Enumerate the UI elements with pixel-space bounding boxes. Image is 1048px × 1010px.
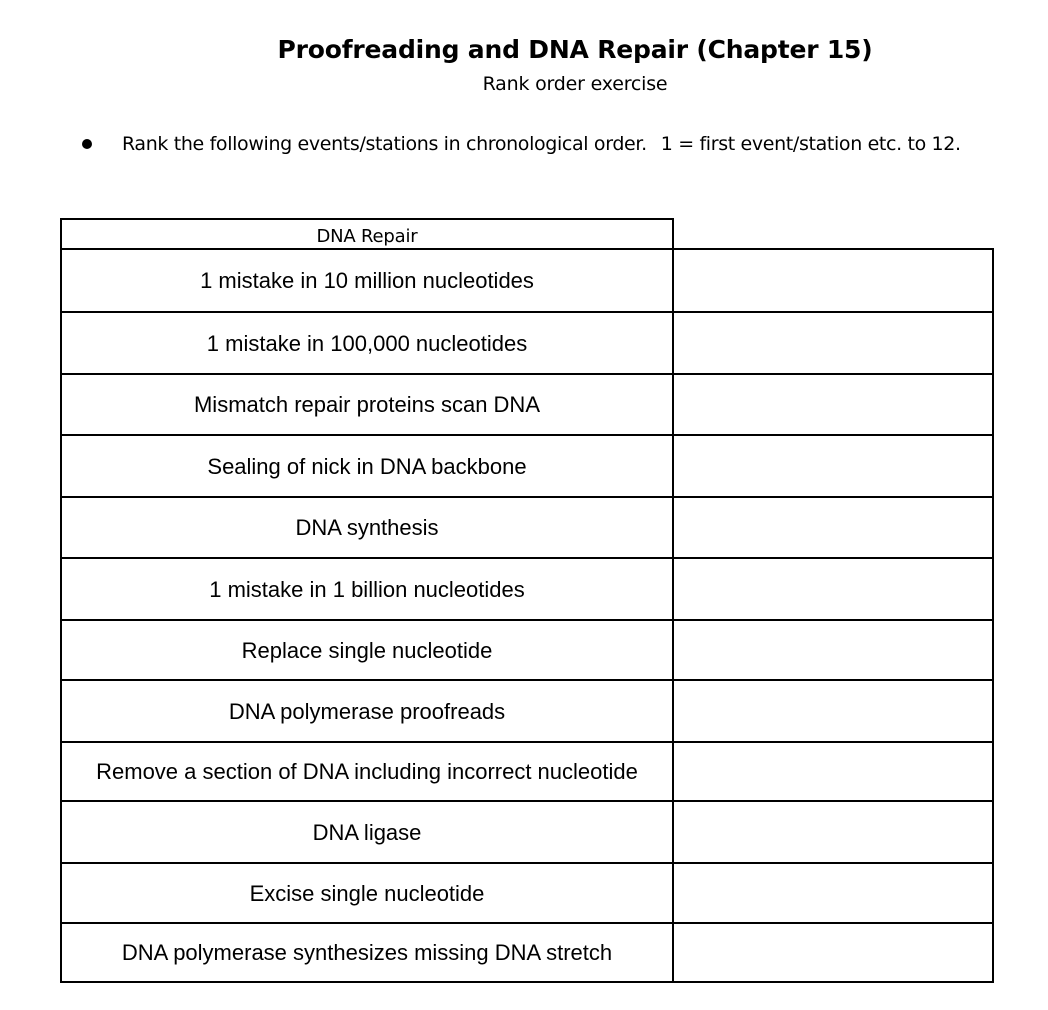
event-cell: Excise single nucleotide	[62, 864, 674, 922]
rank-input[interactable]	[674, 436, 992, 496]
page-subtitle: Rank order exercise	[482, 73, 668, 95]
table-row	[62, 373, 992, 434]
event-cell: Sealing of nick in DNA backbone	[62, 436, 674, 496]
bullet-icon	[82, 139, 92, 149]
rank-input[interactable]	[674, 375, 992, 434]
rank-input[interactable]	[674, 621, 992, 679]
event-cell: DNA polymerase synthesizes missing DNA stretch	[62, 924, 674, 981]
event-cell: 1 mistake in 1 billion nucleotides	[62, 559, 674, 619]
rank-table	[60, 248, 994, 983]
rank-input[interactable]	[674, 559, 992, 619]
table-row	[62, 496, 992, 557]
rank-input[interactable]	[674, 924, 992, 981]
rank-input[interactable]	[674, 250, 992, 311]
table-header	[60, 218, 674, 250]
event-cell: Remove a section of DNA including incorrect nucleotide	[62, 743, 674, 800]
table-header-label: DNA Repair	[316, 226, 418, 247]
table-row	[62, 619, 992, 679]
table-row	[62, 862, 992, 922]
table-row	[62, 557, 992, 619]
event-cell: DNA polymerase proofreads	[62, 681, 674, 741]
table-row	[62, 800, 992, 862]
rank-input[interactable]	[674, 802, 992, 862]
rank-input[interactable]	[674, 313, 992, 373]
instruction-text	[122, 132, 961, 156]
event-cell: Mismatch repair proteins scan DNA	[62, 375, 674, 434]
event-cell: DNA synthesis	[62, 498, 674, 557]
event-cell: DNA ligase	[62, 802, 674, 862]
table-row	[62, 250, 992, 311]
rank-input[interactable]	[674, 743, 992, 800]
instruction-scale: 1 = first event/station etc. to 12.	[660, 133, 961, 155]
rank-input[interactable]	[674, 681, 992, 741]
page-title: Proofreading and DNA Repair (Chapter 15)	[277, 35, 873, 64]
instruction-main: Rank the following events/stations in chronological order.	[122, 133, 647, 155]
table-row	[62, 741, 992, 800]
table-row	[62, 434, 992, 496]
table-row	[62, 922, 992, 981]
rank-input[interactable]	[674, 864, 992, 922]
event-cell: Replace single nucleotide	[62, 621, 674, 679]
table-row	[62, 679, 992, 741]
event-cell: 1 mistake in 100,000 nucleotides	[62, 313, 674, 373]
event-cell: 1 mistake in 10 million nucleotides	[62, 250, 674, 311]
rank-input[interactable]	[674, 498, 992, 557]
table-row	[62, 311, 992, 373]
